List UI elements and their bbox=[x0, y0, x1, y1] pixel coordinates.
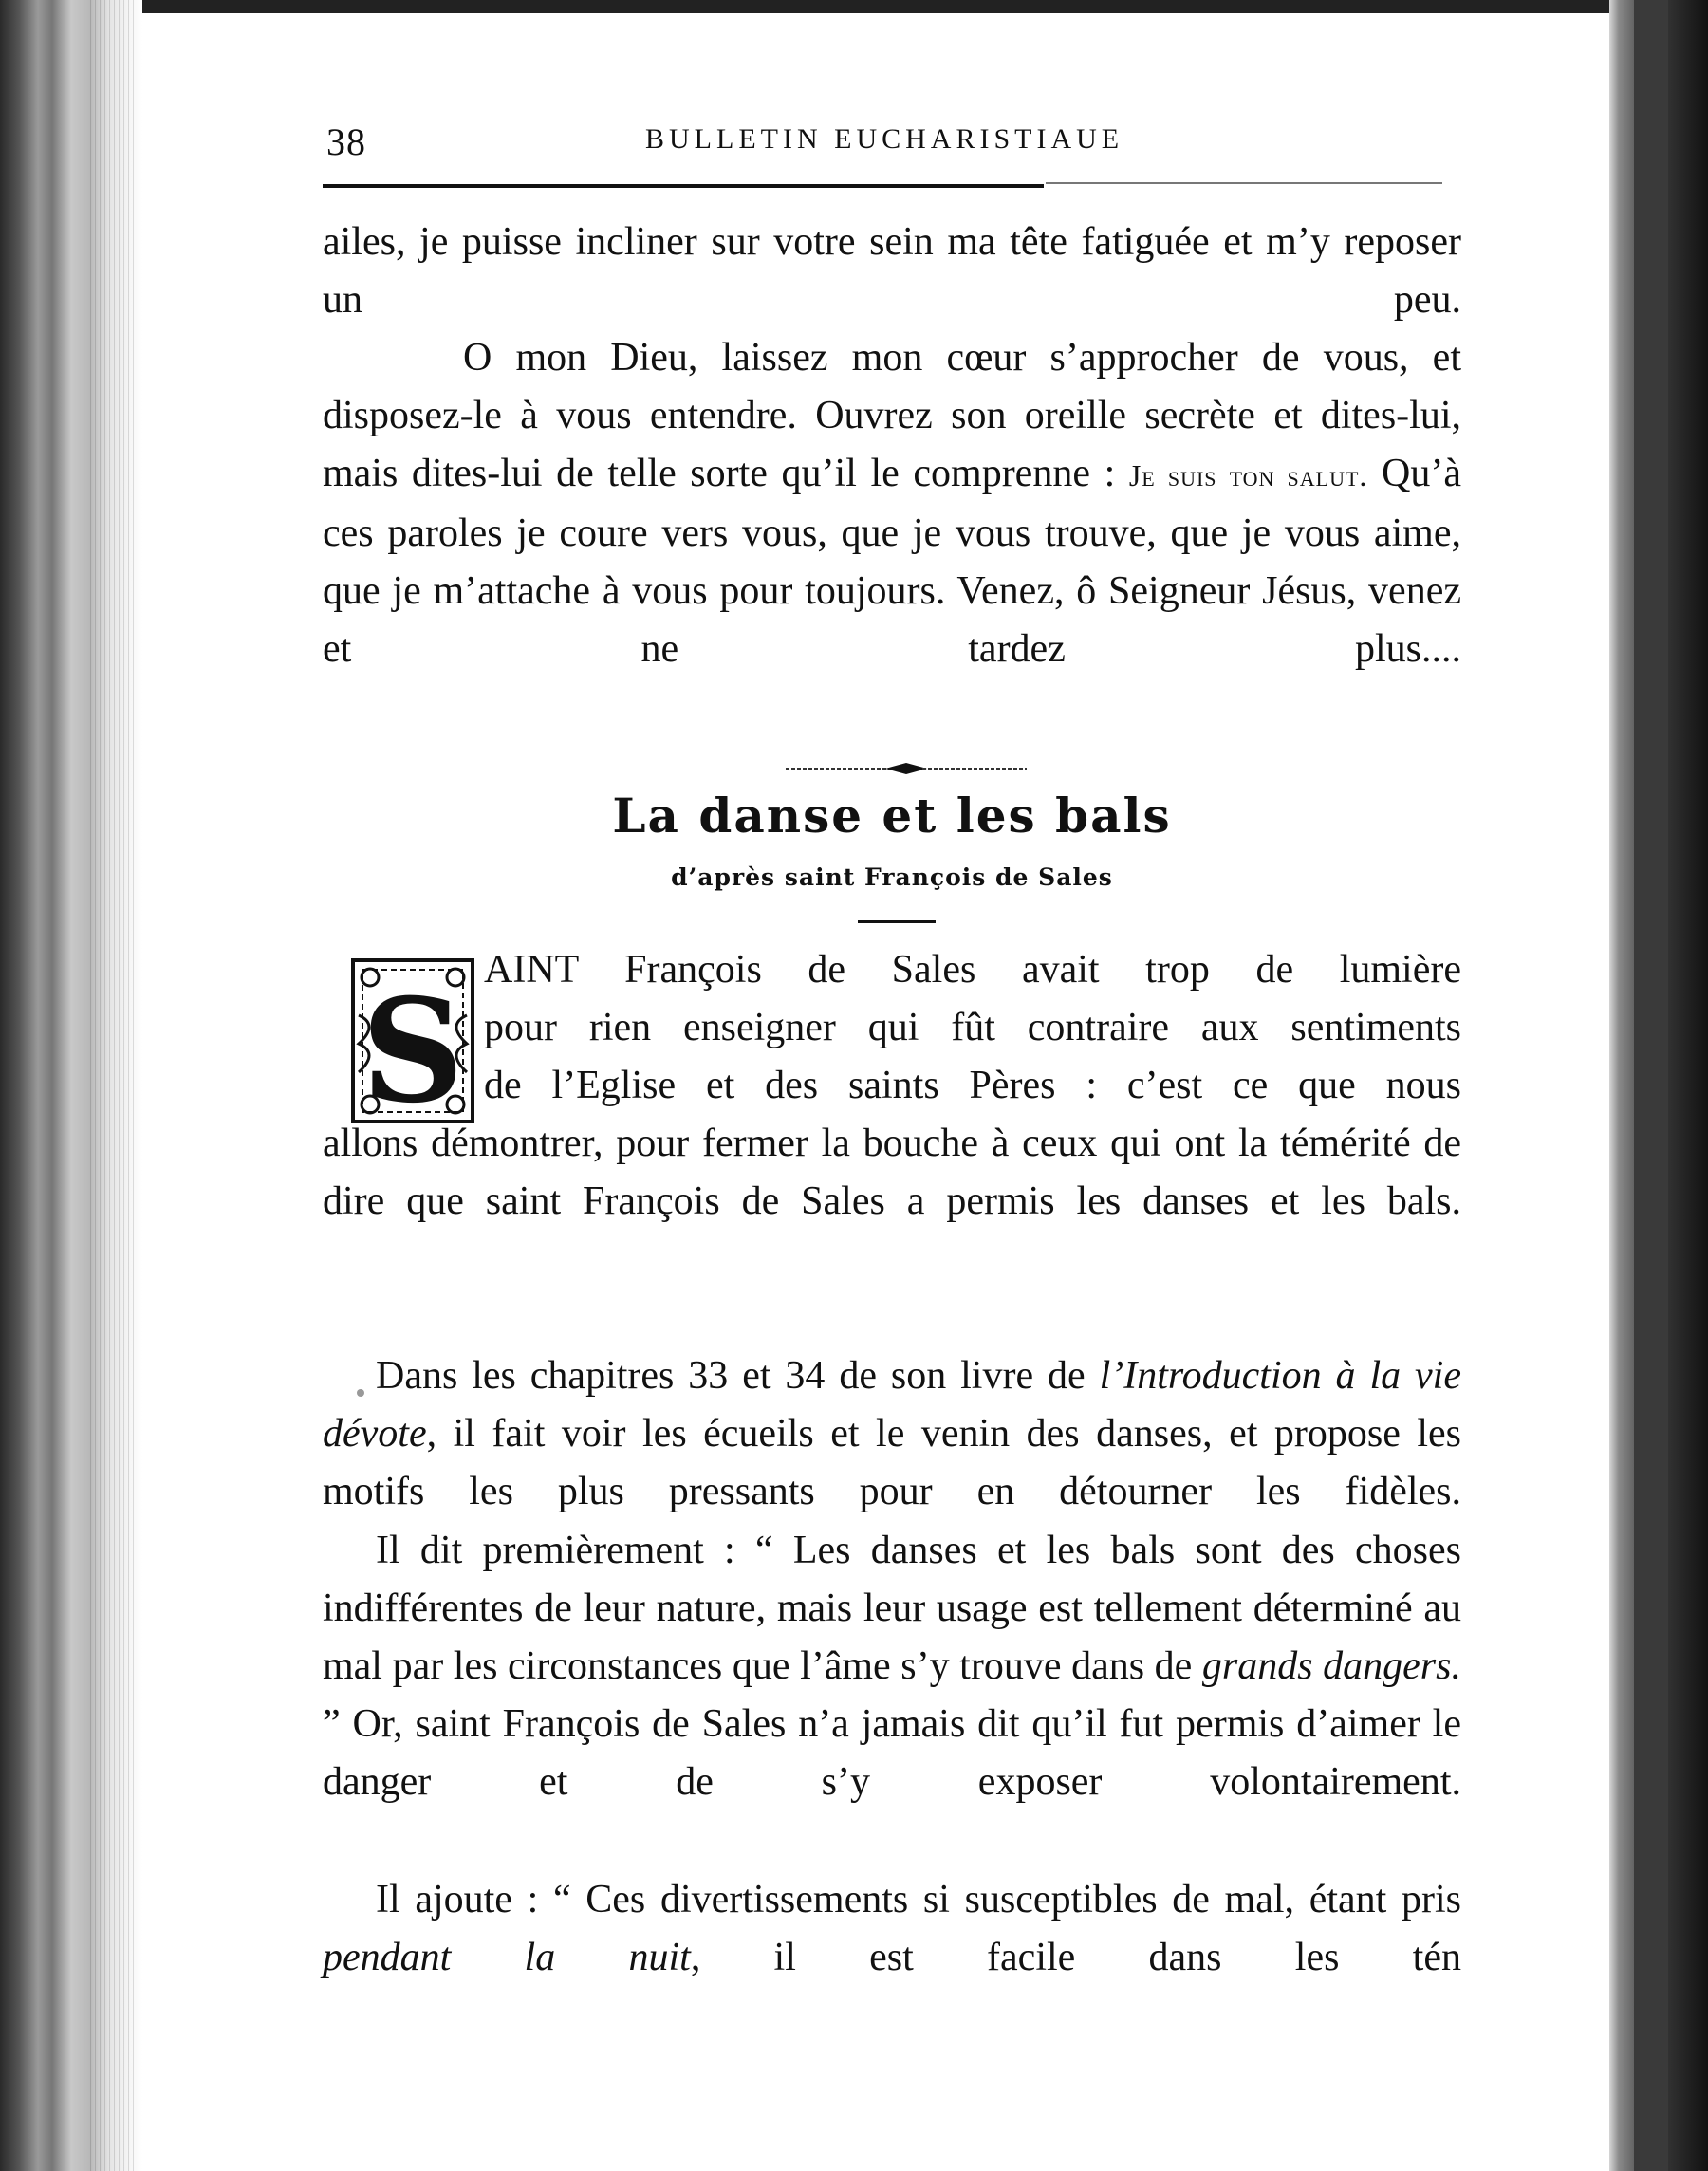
small-caps-phrase: Je suis ton salut. bbox=[1128, 458, 1368, 492]
prayer-p2-start: O mon Dieu, laissez mon cœur s’approcher de vous, et disposez-le à vous entendre. Ouvrez son oreille secrète et dites-lui, mais dites-lui de telle sorte qu’il le comprenne : bbox=[323, 336, 1461, 495]
prayer-p2-end: Qu’à ces paroles je coure vers vous, que je vous trouve, que je vous aime, que je m’attache à vous pour toujours. Venez, ô Seigneur Jésus, venez et ne tardez plus.... bbox=[323, 452, 1461, 671]
article-paragraph-3: Il dit premièrement : “ Les danses et les bals sont des choses indifférentes de leur nature, mais leur usage est tellement déterminé au mal par les circonstances que l’âme s’y trouve dans de grands dangers. ” Or, saint François de Sales n’a jamais dit qu’il fut permis d’aimer le danger et de s’y exposer volontairement. bbox=[323, 1529, 1461, 1804]
page-header bbox=[323, 112, 1471, 169]
title-rule bbox=[858, 920, 936, 923]
article-paragraph-4: Il ajoute : “ Ces divertissements si susceptibles de mal, étant pris pendant la nuit, il est facile dans les tén bbox=[323, 1878, 1461, 1979]
emphasis-pendant-la-nuit: pendant la nuit bbox=[323, 1936, 691, 1979]
ornamental-drop-cap bbox=[351, 958, 474, 1123]
drop-cap-lines bbox=[484, 941, 1461, 1115]
article-subtitle: d’après saint François de Sales bbox=[671, 863, 1113, 891]
book-page bbox=[323, 95, 1471, 2050]
book-title: l’Introduction à la vie dévote bbox=[323, 1354, 1461, 1456]
dropcap-line-2: pour rien enseigner qui fût contraire aux sentiments bbox=[484, 1006, 1461, 1049]
dropcap-line-1: AINT François de Sales avait trop de lumière bbox=[484, 948, 1461, 992]
article-paragraph-1-rest: allons démontrer, pour fermer la bouche à ceux qui ont la témérité de dire que saint François de Sales a permis les danses et les bals. bbox=[323, 1122, 1461, 1223]
prayer-paragraph-1: ailes, je puisse incliner sur votre sein ma tête fatiguée et m’y reposer un peu. bbox=[323, 220, 1461, 322]
header-rule bbox=[323, 184, 1044, 188]
header-rule-faint bbox=[1046, 182, 1442, 184]
page-stack-lines bbox=[90, 0, 138, 2171]
scan-right-strip bbox=[1634, 0, 1668, 2171]
article-title: La danse et les bals bbox=[612, 788, 1172, 844]
section-separator-ornament bbox=[786, 759, 1027, 778]
article-paragraph-2: Dans les chapitres 33 et 34 de son livre de l’Introduction à la vie dévote, il fait voir les écueils et le venin des danses, et propose les motifs les plus pressants pour en détourner les fidèles. bbox=[323, 1354, 1461, 1513]
scan-top-edge bbox=[0, 0, 1708, 13]
drop-cap-letter: S bbox=[361, 968, 465, 1123]
page-number: 38 bbox=[326, 121, 366, 163]
dropcap-line-3: de l’Eglise et des saints Pères : c’est ce que nous bbox=[484, 1064, 1461, 1107]
running-title: BULLETIN EUCHARISTIAUE bbox=[645, 123, 1124, 155]
emphasis-grands-dangers: grands dangers. bbox=[1201, 1644, 1461, 1688]
prayer-paragraph-2 bbox=[323, 329, 1461, 678]
